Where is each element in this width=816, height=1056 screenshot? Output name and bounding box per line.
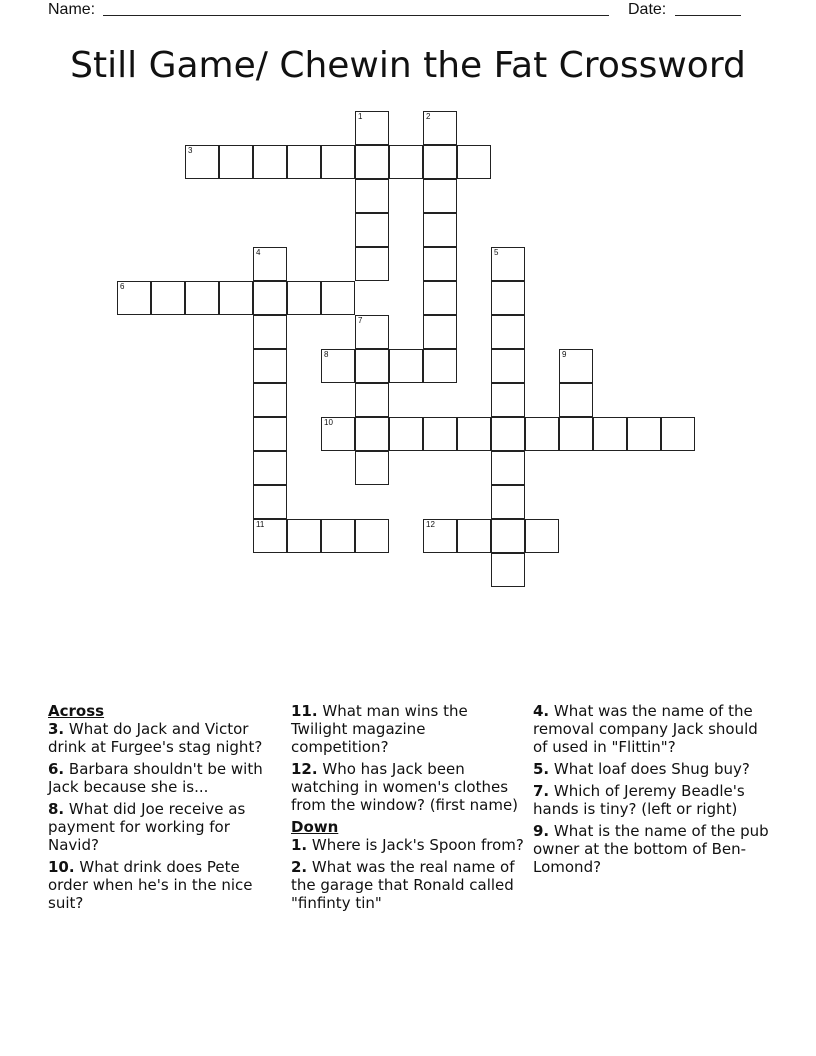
crossword-cell[interactable] xyxy=(355,179,389,213)
crossword-cell[interactable] xyxy=(457,519,491,553)
crossword-cell[interactable] xyxy=(559,383,593,417)
crossword-cell[interactable] xyxy=(151,281,185,315)
crossword-cell[interactable] xyxy=(355,417,389,451)
crossword-cell[interactable] xyxy=(389,349,423,383)
crossword-cell[interactable] xyxy=(423,247,457,281)
across-heading: Across xyxy=(48,702,105,720)
crossword-cell[interactable] xyxy=(355,451,389,485)
crossword-cell[interactable] xyxy=(525,519,559,553)
clue-text: What was the name of the removal company Jack should of used in "Flittin"? xyxy=(533,702,758,756)
crossword-cell[interactable] xyxy=(627,417,661,451)
crossword-cell[interactable] xyxy=(219,145,253,179)
crossword-cell[interactable] xyxy=(321,417,355,451)
crossword-cell[interactable] xyxy=(253,247,287,281)
clue-down-5 xyxy=(533,760,769,778)
crossword-cell[interactable] xyxy=(423,417,457,451)
clue-across-10 xyxy=(48,858,284,912)
crossword-cell[interactable] xyxy=(355,519,389,553)
clue-text: Which of Jeremy Beadle's hands is tiny? (left or right) xyxy=(533,782,745,818)
clue-number: 11. xyxy=(291,702,318,720)
crossword-cell[interactable] xyxy=(185,281,219,315)
clue-number: 4. xyxy=(533,702,550,720)
clue-text: What did Joe receive as payment for working for Navid? xyxy=(48,800,246,854)
clue-text: What loaf does Shug buy? xyxy=(553,760,750,778)
crossword-cell[interactable] xyxy=(593,417,627,451)
crossword-cell[interactable] xyxy=(253,485,287,519)
clue-across-12 xyxy=(291,760,527,814)
crossword-cell[interactable] xyxy=(321,281,355,315)
clue-number-label: 3 xyxy=(188,146,193,155)
clue-number-label: 11 xyxy=(256,520,265,529)
crossword-cell[interactable] xyxy=(525,417,559,451)
crossword-cell[interactable] xyxy=(491,519,525,553)
clue-number: 3. xyxy=(48,720,65,738)
clue-number: 7. xyxy=(533,782,550,800)
clue-number-label: 8 xyxy=(324,350,329,359)
crossword-cell[interactable] xyxy=(559,417,593,451)
crossword-cell[interactable] xyxy=(321,145,355,179)
crossword-cell[interactable] xyxy=(491,315,525,349)
clue-text: What was the real name of the garage that Ronald called "finfinty tin" xyxy=(291,858,515,912)
crossword-cell[interactable] xyxy=(253,315,287,349)
clue-number: 2. xyxy=(291,858,308,876)
crossword-cell[interactable] xyxy=(423,315,457,349)
clue-number-label: 7 xyxy=(358,316,363,325)
clue-number: 10. xyxy=(48,858,75,876)
clue-text: Who has Jack been watching in women's clothes from the window? (first name) xyxy=(291,760,519,814)
clues-column-1 xyxy=(48,702,284,916)
crossword-cell[interactable] xyxy=(253,417,287,451)
crossword-cell[interactable] xyxy=(457,145,491,179)
clue-number: 9. xyxy=(533,822,550,840)
crossword-cell[interactable] xyxy=(355,383,389,417)
name-label: Name: xyxy=(48,1,96,18)
crossword-cell[interactable] xyxy=(661,417,695,451)
clue-text: What man wins the Twilight magazine competition? xyxy=(291,702,468,756)
crossword-cell[interactable] xyxy=(253,349,287,383)
clue-across-6 xyxy=(48,760,284,796)
crossword-cell[interactable] xyxy=(355,315,389,349)
crossword-cell[interactable] xyxy=(253,281,287,315)
crossword-cell[interactable] xyxy=(491,383,525,417)
down-heading: Down xyxy=(291,818,339,836)
crossword-cell[interactable] xyxy=(253,451,287,485)
crossword-cell[interactable] xyxy=(423,281,457,315)
clue-number-label: 6 xyxy=(120,282,125,291)
crossword-cell[interactable] xyxy=(491,247,525,281)
clue-down-1 xyxy=(291,836,527,854)
crossword-cell[interactable] xyxy=(491,451,525,485)
clue-number: 1. xyxy=(291,836,308,854)
crossword-cell[interactable] xyxy=(423,349,457,383)
crossword-cell[interactable] xyxy=(491,281,525,315)
crossword-cell[interactable] xyxy=(423,111,457,145)
crossword-cell[interactable] xyxy=(423,179,457,213)
crossword-cell[interactable] xyxy=(253,519,287,553)
clue-text: Where is Jack's Spoon from? xyxy=(311,836,524,854)
crossword-cell[interactable] xyxy=(355,145,389,179)
clues-column-2 xyxy=(291,702,527,916)
crossword-cell[interactable] xyxy=(321,519,355,553)
clue-number: 6. xyxy=(48,760,65,778)
crossword-cell[interactable] xyxy=(491,417,525,451)
clue-down-7 xyxy=(533,782,769,818)
date-label: Date: xyxy=(628,1,667,18)
clue-text: What is the name of the pub owner at the bottom of Ben-Lomond? xyxy=(533,822,769,876)
clue-number-label: 9 xyxy=(562,350,567,359)
clue-text: What do Jack and Victor drink at Furgee's stag night? xyxy=(48,720,263,756)
clue-number-label: 2 xyxy=(426,112,431,121)
clue-number-label: 10 xyxy=(324,418,333,427)
crossword-cell[interactable] xyxy=(287,281,321,315)
clue-across-3 xyxy=(48,720,284,756)
clue-number-label: 12 xyxy=(426,520,435,529)
crossword-cell[interactable] xyxy=(321,349,355,383)
crossword-cell[interactable] xyxy=(287,145,321,179)
clues-column-3 xyxy=(533,702,769,880)
crossword-cell[interactable] xyxy=(253,145,287,179)
crossword-cell[interactable] xyxy=(423,213,457,247)
clue-down-4 xyxy=(533,702,769,756)
crossword-cell[interactable] xyxy=(423,145,457,179)
crossword-cell[interactable] xyxy=(559,349,593,383)
clue-number-label: 1 xyxy=(358,112,363,121)
crossword-cell[interactable] xyxy=(491,553,525,587)
crossword-cell[interactable] xyxy=(185,145,219,179)
crossword-cell[interactable] xyxy=(491,485,525,519)
page-title: Still Game/ Chewin the Fat Crossword xyxy=(70,45,746,86)
crossword-cell[interactable] xyxy=(355,349,389,383)
crossword-cell[interactable] xyxy=(253,383,287,417)
crossword-cell[interactable] xyxy=(423,519,457,553)
crossword-cell[interactable] xyxy=(117,281,151,315)
crossword-cell[interactable] xyxy=(355,111,389,145)
clue-down-2 xyxy=(291,858,527,912)
crossword-cell[interactable] xyxy=(457,417,491,451)
crossword-cell[interactable] xyxy=(389,417,423,451)
crossword-cell[interactable] xyxy=(355,247,389,281)
crossword-cell[interactable] xyxy=(355,213,389,247)
clue-down-9 xyxy=(533,822,769,876)
crossword-cell[interactable] xyxy=(219,281,253,315)
clue-number: 5. xyxy=(533,760,550,778)
crossword-cell[interactable] xyxy=(287,519,321,553)
clue-number: 8. xyxy=(48,800,65,818)
crossword-cell[interactable] xyxy=(389,145,423,179)
clue-across-11 xyxy=(291,702,527,756)
clue-text: Barbara shouldn't be with Jack because she is... xyxy=(48,760,263,796)
clue-number: 12. xyxy=(291,760,318,778)
clue-number-label: 4 xyxy=(256,248,261,257)
clue-text: What drink does Pete order when he's in the nice suit? xyxy=(48,858,253,912)
crossword-cell[interactable] xyxy=(491,349,525,383)
clue-across-8 xyxy=(48,800,284,854)
clue-number-label: 5 xyxy=(494,248,499,257)
